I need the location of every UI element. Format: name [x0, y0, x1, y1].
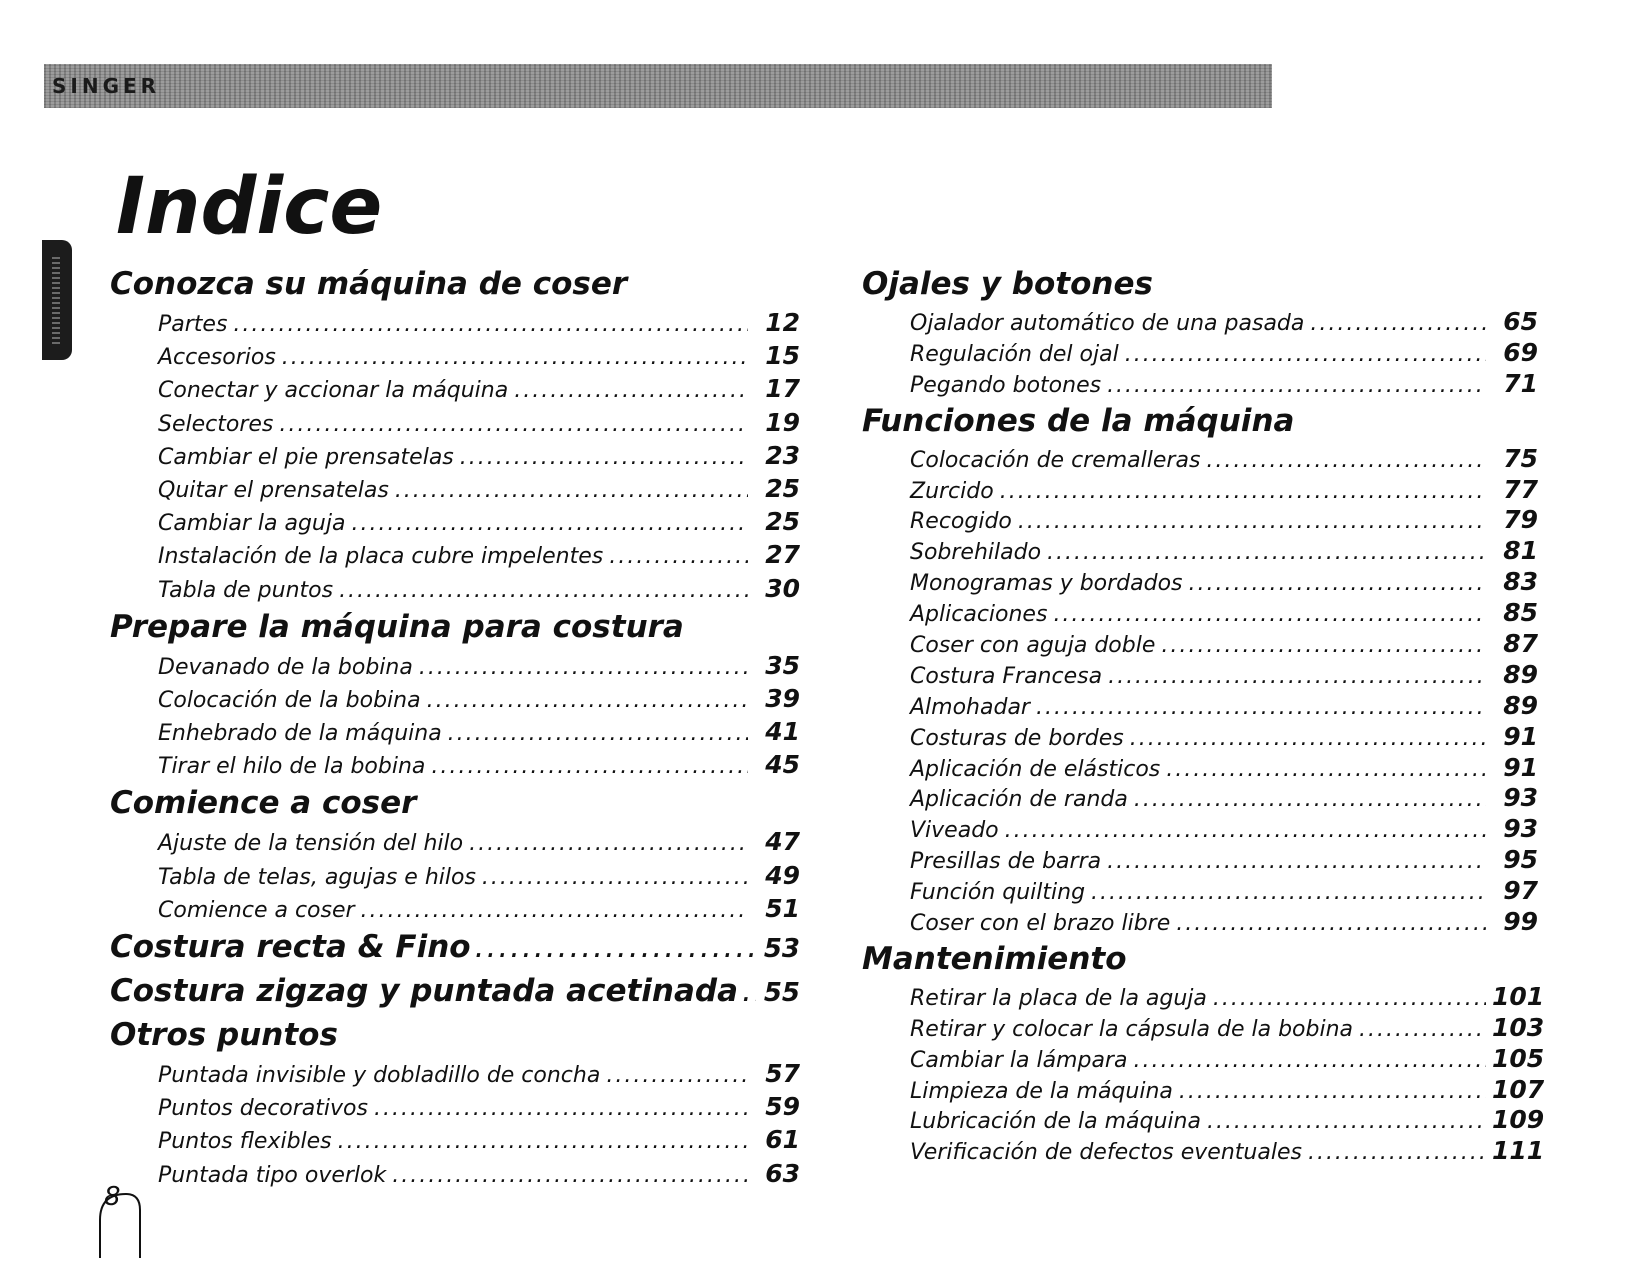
entry-page: 47: [765, 827, 800, 857]
page-title: Indice: [116, 162, 383, 252]
toc-left-column: [110, 262, 800, 1190]
entry-page: 89: [1503, 659, 1538, 689]
toc-entry[interactable]: [910, 981, 1545, 1012]
section-heading[interactable]: Ojales y botones: [862, 266, 1153, 302]
entry-page: 51: [765, 893, 800, 923]
dot-leader: [395, 474, 748, 507]
toc-entry[interactable]: [910, 813, 1538, 844]
dot-leader: [361, 894, 748, 927]
toc-entry[interactable]: [158, 1090, 800, 1123]
entry-label: Lubricación de la máquina: [910, 1109, 1201, 1135]
toc-entry[interactable]: [910, 566, 1538, 597]
dot-leader: [1091, 877, 1486, 908]
dot-leader: [469, 827, 748, 860]
page-number: 8: [104, 1182, 121, 1212]
toc-entry[interactable]: [910, 690, 1538, 721]
entry-label: Cambiar la lámpara: [910, 1047, 1128, 1073]
toc-entry[interactable]: [910, 443, 1538, 474]
entry-page: 19: [765, 407, 800, 437]
section-heading[interactable]: Otros puntos: [110, 1017, 338, 1053]
dot-leader: [1166, 754, 1486, 785]
entry-label: Presillas de barra: [910, 849, 1102, 875]
entry-label: Viveado: [910, 818, 999, 844]
entry-page: 30: [765, 573, 800, 603]
entry-label: Almohadar: [910, 694, 1030, 720]
section-heading[interactable]: Conozca su máquina de coser: [110, 266, 628, 302]
toc-entry[interactable]: [910, 1043, 1545, 1074]
dot-leader: [1107, 846, 1486, 877]
toc-entry[interactable]: [158, 1157, 800, 1190]
entry-label: Instalación de la placa cubre impelentes: [158, 544, 604, 570]
entry-page: 25: [765, 473, 800, 503]
entry-page: 39: [765, 683, 800, 713]
entry-label: Quitar el prensatelas: [158, 477, 389, 503]
dot-leader: [1189, 568, 1486, 599]
toc-entry[interactable]: [158, 1123, 800, 1156]
chapter-tab-texture: [52, 256, 60, 344]
entry-page: 23: [765, 440, 800, 470]
entry-label: Selectores: [158, 411, 274, 437]
entry-page: 87: [1503, 629, 1538, 659]
section-heading[interactable]: Comience a coser: [110, 785, 417, 822]
toc-entry[interactable]: [910, 368, 1538, 399]
entry-label: Comience a coser: [158, 897, 355, 923]
dot-leader: [1134, 784, 1486, 815]
toc-section: [110, 969, 800, 1013]
entry-page: 93: [1503, 814, 1538, 844]
toc-entry[interactable]: [910, 752, 1538, 783]
toc-entry[interactable]: [158, 892, 800, 925]
toc-entry[interactable]: [158, 339, 800, 372]
entry-page: 93: [1503, 783, 1538, 813]
dot-leader: [392, 1159, 748, 1192]
entry-page: 79: [1503, 505, 1538, 535]
entry-label: Coser con aguja doble: [910, 633, 1156, 659]
entry-page: 59: [765, 1092, 800, 1122]
section-heading[interactable]: Funciones de la máquina: [862, 402, 1295, 439]
entry-label: Cambiar la aguja: [158, 511, 346, 537]
toc-entry[interactable]: [910, 875, 1538, 906]
toc-entry[interactable]: [910, 504, 1538, 535]
entry-label: Recogido: [910, 509, 1012, 535]
entry-label: Ojalador automático de una pasada: [910, 311, 1305, 336]
toc-entry[interactable]: [158, 1057, 800, 1090]
entry-page: 35: [765, 650, 800, 680]
toc-entry[interactable]: [910, 337, 1538, 368]
dot-leader: [475, 925, 756, 969]
entry-label: Puntada tipo overlok: [158, 1162, 387, 1188]
toc-entry[interactable]: [910, 1135, 1545, 1166]
dot-leader: [351, 507, 748, 540]
dot-leader: [514, 374, 748, 407]
dot-leader: [1179, 1076, 1486, 1107]
entry-page: 83: [1503, 567, 1538, 597]
entry-page: 77: [1503, 474, 1538, 504]
toc-entry[interactable]: [910, 628, 1538, 659]
entry-label: Verificación de defectos eventuales: [910, 1140, 1302, 1166]
toc-section: [110, 925, 800, 969]
dot-leader: [1130, 723, 1486, 754]
entry-label: Devanado de la bobina: [158, 654, 413, 680]
toc-entry[interactable]: [910, 535, 1538, 566]
dot-leader: [1036, 692, 1486, 723]
entry-page: 41: [765, 717, 800, 747]
toc-right-column: [862, 262, 1545, 1166]
entry-label: Tabla de telas, agujas e hilos: [158, 864, 476, 890]
entry-page: 99: [1503, 907, 1538, 937]
section-heading: Costura zigzag y puntada acetinada: [110, 973, 739, 1009]
entry-page: 91: [1503, 752, 1538, 782]
toc-entry[interactable]: [158, 372, 800, 405]
entry-label: Pegando botones: [910, 372, 1102, 398]
toc-entry[interactable]: [910, 659, 1538, 690]
entry-page: 27: [765, 540, 800, 570]
toc-entry[interactable]: [158, 406, 800, 439]
entry-label: Monogramas y bordados: [910, 571, 1183, 597]
toc-section: [862, 937, 1545, 1166]
toc-entry[interactable]: [910, 782, 1538, 813]
dot-leader: [1207, 1106, 1486, 1137]
entry-label: Costuras de bordes: [910, 725, 1124, 751]
toc-entry[interactable]: [910, 1104, 1545, 1135]
dot-leader: [460, 441, 748, 474]
entry-page: 97: [1503, 876, 1538, 906]
toc-entry[interactable]: [910, 474, 1538, 505]
dot-leader: [374, 1092, 748, 1125]
section-heading-with-page[interactable]: [110, 969, 800, 1013]
toc-entry[interactable]: [158, 472, 800, 505]
entry-label: Puntos decorativos: [158, 1096, 368, 1122]
toc-entry[interactable]: [158, 538, 800, 571]
toc-section: [110, 1013, 800, 1190]
toc-entry[interactable]: [158, 572, 800, 605]
dot-leader: [1108, 661, 1486, 692]
dot-leader: [279, 408, 748, 441]
entry-label: Conectar y accionar la máquina: [158, 378, 509, 404]
toc-section: [110, 605, 800, 782]
dot-leader: [1133, 1045, 1486, 1076]
dot-leader: [1359, 1014, 1486, 1045]
dot-leader: [1053, 599, 1486, 630]
entry-label: Aplicación de randa: [910, 787, 1128, 813]
dot-leader: [742, 969, 756, 1013]
entry-label: Coser con el brazo libre: [910, 911, 1171, 937]
entry-label: Cambiar el pie prensatelas: [158, 444, 454, 470]
dot-leader: [1018, 506, 1486, 537]
entry-label: Aplicación de elásticos: [910, 756, 1161, 782]
dot-leader: [233, 308, 748, 341]
entry-label: Ajuste de la tensión del hilo: [158, 831, 464, 857]
toc-entry[interactable]: [158, 748, 800, 781]
dot-leader: [419, 651, 748, 684]
entry-label: Zurcido: [910, 478, 994, 504]
entry-page: 107: [1492, 1074, 1545, 1104]
entry-label: Colocación de cremalleras: [910, 447, 1201, 473]
entry-label: Regulación del ojal: [910, 341, 1119, 367]
section-heading[interactable]: Prepare la máquina para costura: [110, 608, 684, 645]
entry-page: 81: [1503, 536, 1538, 566]
entry-label: Puntada invisible y dobladillo de concha: [158, 1063, 601, 1088]
toc-entry[interactable]: [910, 721, 1538, 752]
entry-page: 105: [1492, 1043, 1545, 1073]
entry-page: 69: [1503, 337, 1538, 367]
toc-entry[interactable]: [158, 682, 800, 715]
toc-entry[interactable]: [158, 439, 800, 472]
brand-logo: SINGER: [52, 74, 161, 98]
entry-label: Tabla de puntos: [158, 577, 334, 603]
dot-leader: [1213, 983, 1486, 1014]
entry-label: Accesorios: [158, 345, 276, 371]
dot-leader: [282, 341, 748, 374]
entry-page: 103: [1492, 1012, 1545, 1042]
entry-page: 49: [765, 860, 800, 890]
entry-label: Función quilting: [910, 880, 1086, 906]
entry-label: Limpieza de la máquina: [910, 1078, 1173, 1104]
entry-page: 109: [1492, 1105, 1545, 1135]
dot-leader: [1206, 445, 1486, 476]
dot-leader: [1047, 537, 1486, 568]
entry-label: Aplicaciones: [910, 602, 1048, 628]
entry-label: Enhebrado de la máquina: [158, 721, 442, 747]
section-page: 53: [763, 934, 800, 964]
toc-entry[interactable]: [910, 844, 1538, 875]
dot-leader: [1005, 815, 1486, 846]
toc-entry[interactable]: [910, 597, 1538, 628]
entry-page: 17: [765, 374, 800, 404]
dot-leader: [482, 861, 748, 894]
toc-entry[interactable]: [910, 906, 1538, 937]
entry-page: 101: [1492, 981, 1545, 1011]
entry-page: 45: [765, 750, 800, 780]
entry-page: 63: [765, 1158, 800, 1188]
dot-leader: [1000, 476, 1486, 507]
toc-entry[interactable]: [158, 715, 800, 748]
dot-leader: [427, 684, 748, 717]
entry-label: Retirar y colocar la cápsula de la bobina: [910, 1016, 1354, 1042]
dot-leader: [1107, 370, 1486, 401]
dot-leader: [339, 574, 748, 607]
section-heading-with-page[interactable]: [110, 925, 800, 969]
toc-section: [862, 262, 1538, 399]
dot-leader: [1176, 908, 1486, 939]
entry-page: 25: [765, 507, 800, 537]
entry-page: 12: [765, 308, 800, 337]
entry-label: Sobrehilado: [910, 540, 1042, 566]
entry-label: Partes: [158, 312, 228, 337]
toc-entry[interactable]: [158, 306, 800, 339]
dot-leader: [338, 1125, 748, 1158]
dot-leader: [1125, 339, 1486, 370]
entry-page: 61: [765, 1125, 800, 1155]
toc-entry[interactable]: [910, 306, 1538, 337]
toc-section: [862, 399, 1538, 937]
toc-entry[interactable]: [158, 649, 800, 682]
toc-entry[interactable]: [158, 505, 800, 538]
section-heading: Costura recta & Fino: [110, 929, 471, 965]
entry-page: 91: [1503, 721, 1538, 751]
chapter-tab: [42, 240, 72, 360]
dot-leader: [1161, 630, 1486, 661]
section-heading[interactable]: Mantenimiento: [862, 940, 1127, 977]
entry-page: 65: [1503, 307, 1538, 336]
toc-section: [110, 781, 800, 925]
toc-entry[interactable]: [158, 825, 800, 858]
entry-label: Tirar el hilo de la bobina: [158, 754, 426, 780]
toc-entry[interactable]: [910, 1012, 1545, 1043]
entry-page: 15: [765, 341, 800, 371]
dot-leader: [431, 750, 748, 783]
toc-entry[interactable]: [910, 1074, 1545, 1105]
dot-leader: [1310, 308, 1486, 339]
entry-page: 75: [1503, 443, 1538, 473]
dot-leader: [609, 540, 748, 573]
toc-section: [110, 262, 800, 605]
entry-page: 71: [1503, 368, 1538, 398]
entry-label: Costura Francesa: [910, 663, 1103, 689]
entry-page: 57: [765, 1059, 800, 1088]
entry-label: Puntos flexibles: [158, 1129, 332, 1155]
entry-label: Colocación de la bobina: [158, 687, 421, 713]
entry-page: 89: [1503, 690, 1538, 720]
header-band: [44, 64, 1272, 108]
section-page: 55: [763, 978, 800, 1008]
toc-entry[interactable]: [158, 859, 800, 892]
entry-page: 95: [1503, 845, 1538, 875]
dot-leader: [1308, 1137, 1486, 1168]
entry-page: 111: [1492, 1136, 1545, 1166]
entry-label: Retirar la placa de la aguja: [910, 985, 1207, 1011]
dot-leader: [448, 717, 748, 750]
dot-leader: [606, 1059, 748, 1092]
entry-page: 85: [1503, 598, 1538, 628]
